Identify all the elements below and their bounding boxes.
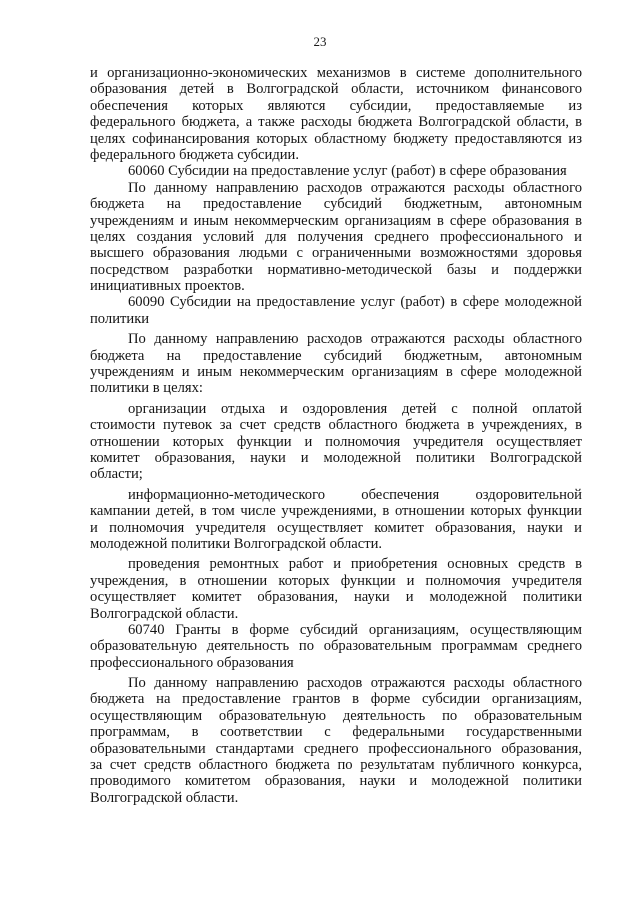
text-line: политики bbox=[90, 310, 150, 327]
text-line: за счет средств областного бюджета по результатам публичного конкурса, bbox=[90, 757, 582, 774]
page-number: 23 bbox=[313, 34, 327, 49]
text-line: организации отдыха и оздоровления детей с полной оплатой bbox=[128, 400, 582, 417]
text-line: 60090 Субсидии на предоставление услуг (работ) в сфере молодежной bbox=[128, 294, 582, 311]
text-line: осуществляет комитет образования, науки и молодежной политики bbox=[90, 589, 582, 606]
text-line: посредством разработки нормативно-методической базы и поддержки bbox=[90, 261, 582, 278]
text-line: По данному направлению расходов отражаются расходы областного bbox=[128, 331, 582, 348]
document-body bbox=[90, 65, 582, 806]
text-line: и организационно-экономических механизмов в системе дополнительного bbox=[90, 65, 582, 81]
text-line: проведения ремонтных работ и приобретения основных средств в bbox=[128, 556, 582, 573]
text-line: федерального бюджета, а также расходы бюджета Волгоградской области, в bbox=[90, 114, 582, 131]
text-line: учреждениям и иным некоммерческим организациям в сфере молодежной bbox=[90, 364, 582, 381]
text-line: молодежной политики Волгоградской области. bbox=[90, 535, 383, 552]
text-line: и полномочия учредителя осуществляет комитет образования, науки и bbox=[90, 519, 582, 536]
text-line: учреждения, в отношении которых функции и полномочия учредителя bbox=[90, 572, 582, 589]
text-line: целях создания условий для получения среднего профессионального и bbox=[90, 228, 582, 245]
text-line: 60740 Гранты в форме субсидий организациям, осуществляющим bbox=[128, 621, 582, 638]
text-line: инициативных проектов. bbox=[90, 278, 245, 295]
text-line: отношении которых функции и полномочия учредителя осуществляет bbox=[90, 433, 582, 450]
text-line: области; bbox=[90, 466, 143, 483]
text-line: федерального бюджета субсидии. bbox=[90, 146, 300, 163]
text-line: комитет образования, науки и молодежной политики Волгоградской bbox=[90, 449, 582, 466]
text-line: кампании детей, в том числе учреждениями, в отношении которых функции bbox=[90, 503, 582, 520]
text-line: информационно-методического обеспечения оздоровительной bbox=[128, 486, 582, 503]
text-line: проводимого комитетом образования, науки и молодежной политики bbox=[90, 773, 582, 790]
text-line: целях софинансирования которых областному бюджету предоставляются из bbox=[90, 130, 582, 147]
text-line: бюджета на предоставление субсидий бюджетным, автономным bbox=[90, 347, 582, 364]
text-line: учреждениям и иным некоммерческим организациям в сфере образования в bbox=[90, 212, 582, 229]
text-line: Волгоградской области. bbox=[90, 605, 239, 622]
text-line: По данному направлению расходов отражаются расходы областного bbox=[128, 179, 582, 196]
text-line: политики в целях: bbox=[90, 380, 203, 397]
text-line: Волгоградской области. bbox=[90, 789, 239, 806]
text-line: По данному направлению расходов отражаются расходы областного bbox=[128, 675, 582, 692]
text-line: профессионального образования bbox=[90, 654, 294, 671]
text-line: образовательную деятельность по образовательным программам среднего bbox=[90, 638, 582, 655]
text-line: образования детей в Волгоградской области, источником финансового bbox=[90, 81, 582, 98]
text-line: бюджета на предоставление субсидий бюджетным, автономным bbox=[90, 196, 582, 213]
text-line: бюджета на предоставление грантов в форме субсидии организациям, bbox=[90, 691, 582, 708]
text-line: осуществляющим образовательную деятельность по образовательным bbox=[90, 707, 582, 724]
text-line: программам, в соответствии с федеральными государственными bbox=[90, 724, 582, 741]
text-line: обеспечения которых являются субсидии, предоставляемые из bbox=[90, 97, 582, 114]
text-line: стоимости путевок за счет средств областного бюджета в учреждениях, в bbox=[90, 417, 582, 434]
text-line: высшего образования людьми с ограниченными возможностями здоровья bbox=[90, 245, 582, 262]
text-line: 60060 Субсидии на предоставление услуг (работ) в сфере образования bbox=[128, 163, 567, 180]
text-line: образовательными стандартами среднего профессионального образования, bbox=[90, 740, 582, 757]
